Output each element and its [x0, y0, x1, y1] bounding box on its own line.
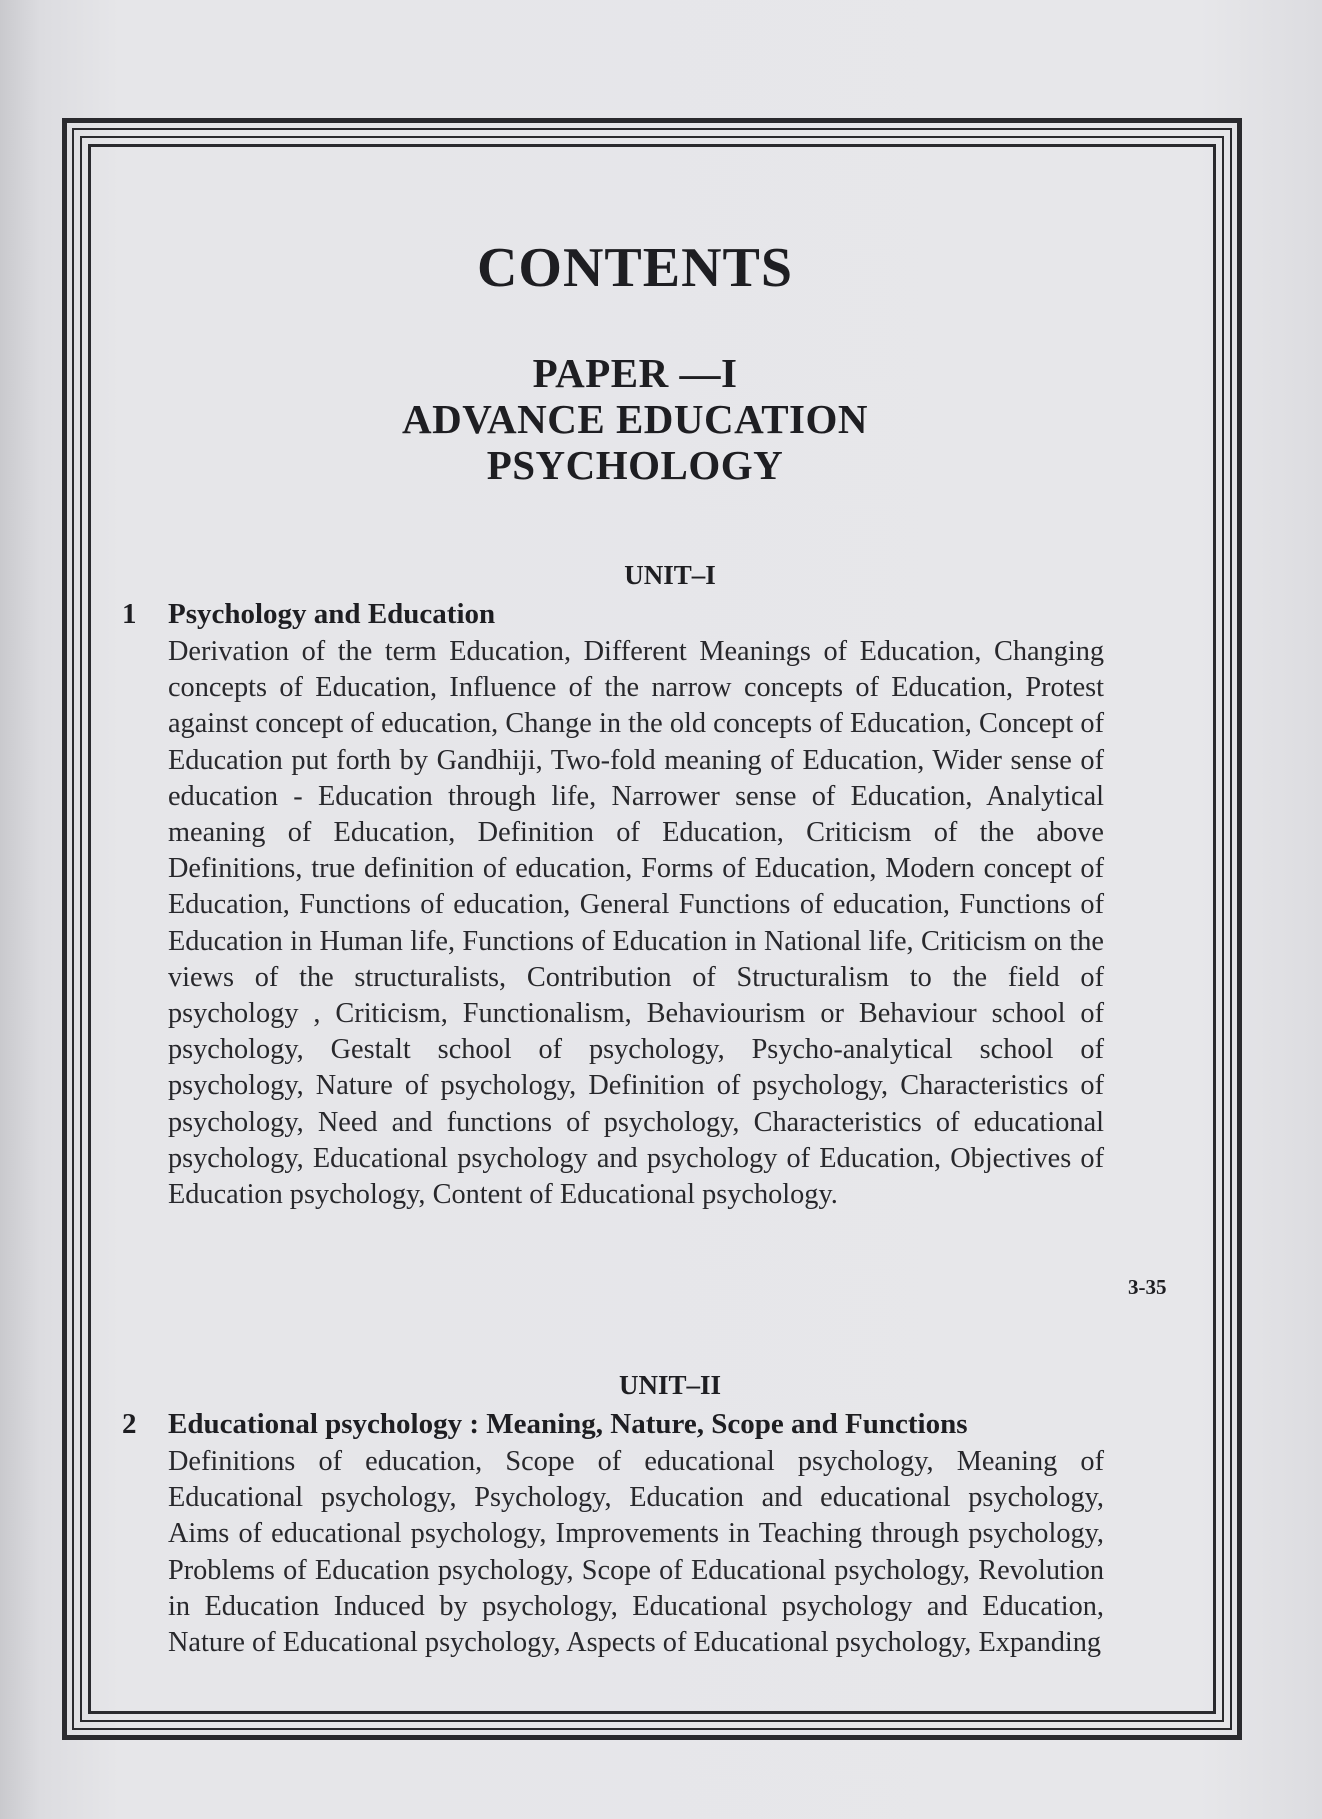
paper-number: PAPER —I [532, 350, 738, 396]
paper-subject-line-1: ADVANCE EDUCATION [401, 396, 868, 442]
page-title: CONTENTS [476, 237, 794, 299]
paper-subject-line-2: PSYCHOLOGY [486, 442, 784, 488]
unit-heading: UNIT–II [618, 1370, 722, 1400]
chapter-title: Educational psychology : Meaning, Nature, Scope and Functions [168, 1408, 968, 1440]
chapter-topics: Derivation of the term Education, Different Meanings of Education, Changing concepts of Education, Influence of the narrow concepts of Education, Protest against concept of education, Change in the old concepts of Education, Concept of Education put forth by Gandhiji, Two-fold meaning of Education, Wider sense of education - Education through life, Narrower sense of Education, Analytical meaning of Education, Definition of Education, Criticism of the above Definitions, true definition of education, Forms of Education, Modern concept of Education, Functions of education, General Functions of education, Functions of Education in Human life, Functions of Education in National life, Criticism on the views of the structuralists, Contribution of Structuralism to the field of psychology , Criticism, Functionalism, Behaviourism or Behaviour school of psychology, Gestalt school of psychology, Psycho-analytical school of psychology, Nature of psychology, Definition of psychology, Characteristics of psychology, Need and functions of psychology, Characteristics of educational psychology, Educational psychology and psychology of Education, Objectives of Education psychology, Content of Educational psychology. [168, 636, 1104, 1211]
chapter-topics: Definitions of education, Scope of educational psychology, Meaning of Educational psychology, Psychology, Education and educational psychology, Aims of educational psychology, Improvements in Teaching through psychology, Problems of Education psychology, Scope of Educational psychology, Revolution in Education Induced by psychology, Educational psychology and Education, Nature of Educational psychology, Aspects of Educational psychology, Expanding [168, 1446, 1104, 1659]
chapter-number: 2 [122, 1408, 137, 1440]
page-range: 3-35 [1128, 1275, 1167, 1299]
chapter-title: Psychology and Education [168, 598, 496, 630]
chapter-number: 1 [122, 598, 137, 630]
unit-heading: UNIT–I [624, 560, 716, 590]
chapter-heading [122, 1408, 967, 1441]
chapter-heading [122, 598, 495, 631]
paper-title-block [0, 350, 1270, 488]
